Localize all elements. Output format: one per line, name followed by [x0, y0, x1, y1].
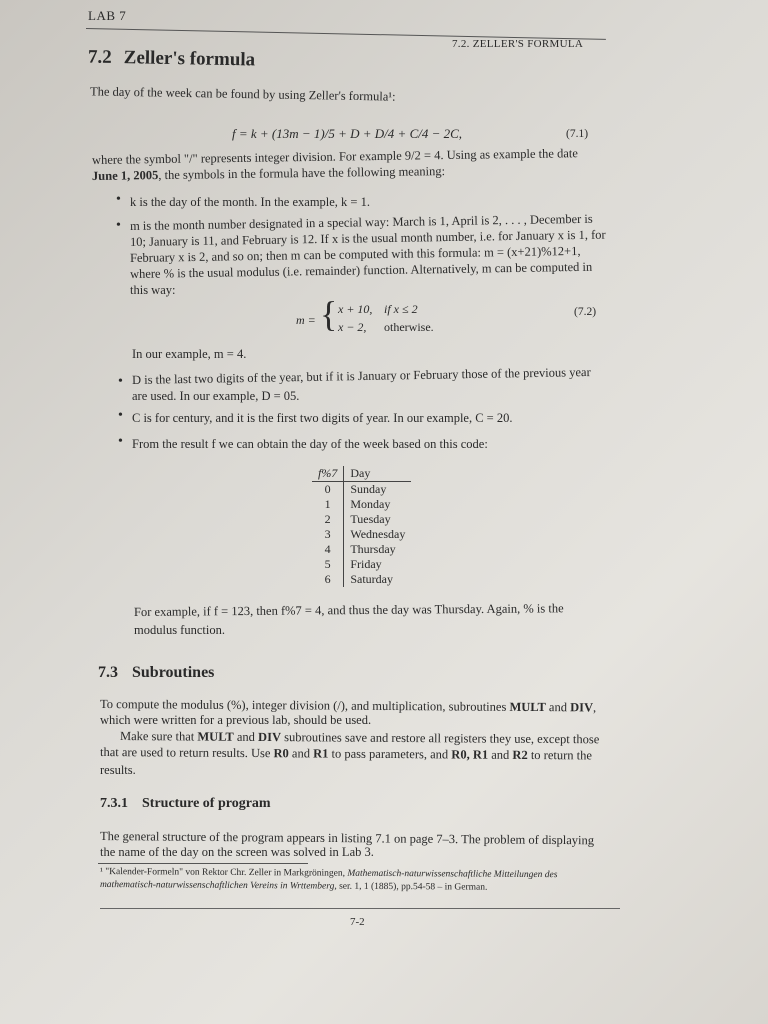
footnote-journal: mathematisch-naturwissenschaftlichen Vereins in Wrttemberg	[99, 880, 335, 892]
paragraph-text: and	[233, 729, 259, 744]
div-keyword: DIV	[258, 729, 282, 745]
page-number: 7-2	[350, 916, 365, 928]
table-cell: 1	[312, 497, 344, 512]
table-row	[312, 572, 411, 587]
intro-text: The day of the week can be found by using Zeller's formula¹:	[89, 84, 396, 104]
bullet-icon: •	[118, 374, 123, 389]
footnote-rule	[98, 863, 308, 864]
table-cell: Monday	[350, 497, 391, 511]
table-cell: Friday	[350, 557, 382, 571]
section-number: 7.2	[87, 46, 112, 68]
section-number: 7.3.1	[100, 796, 128, 811]
paragraph-text: Make sure that	[119, 729, 198, 744]
example-date: June 1, 2005	[91, 168, 159, 183]
bullet-k: k is the day of the month. In the example, k = 1.	[130, 195, 370, 209]
section-heading-7-3-1	[100, 796, 271, 812]
case2-expr: x − 2,	[338, 320, 367, 334]
table-row	[312, 497, 411, 512]
paragraph-text: subroutines save and restore all registers they use, except those	[280, 730, 600, 747]
bullet-m-line: February x is 2, and so on; then m can be computed with this formula: m = (x+21)%12+1,	[129, 243, 581, 265]
m-example: In our example, m = 4.	[132, 347, 247, 361]
table-cell: Tuesday	[350, 512, 391, 526]
bullet-icon: •	[118, 408, 123, 423]
table-row	[312, 482, 411, 498]
subroutines-line	[100, 744, 592, 763]
table-header-row	[312, 466, 411, 482]
footnote	[100, 866, 558, 895]
subroutines-line: results.	[100, 763, 136, 777]
case2-cond: otherwise.	[384, 320, 434, 334]
table-cell: 2	[312, 512, 344, 527]
table-header-day: Day	[344, 466, 412, 482]
section-title: Subroutines	[132, 664, 215, 681]
equation-label-7-1: (7.1)	[566, 128, 589, 140]
table-cell: Thursday	[350, 542, 396, 556]
table-row	[312, 527, 411, 542]
mult-keyword: MULT	[509, 699, 546, 715]
case1-expr: x + 10,	[338, 302, 373, 316]
paragraph-text: and	[545, 700, 571, 715]
paragraph-text: that are used to return results. Use	[99, 745, 274, 761]
bullet-d-line: are used. In our example, D = 05.	[132, 389, 300, 403]
bullet-icon: •	[116, 218, 121, 233]
table-row	[312, 512, 411, 527]
brace-glyph: {	[320, 294, 338, 334]
footnote-text: ¹ "Kalender-Formeln" von Rektor Chr. Zeller in Markgröningen,	[100, 867, 348, 879]
footnote-journal: Mathematisch-naturwissenschaftliche Mitteilungen des	[347, 868, 558, 881]
table-row	[312, 542, 411, 557]
div-keyword: DIV	[570, 700, 594, 715]
paragraph-text: to pass parameters, and	[328, 746, 452, 762]
section-heading-7-3	[98, 664, 214, 682]
table-cell: 6	[312, 572, 344, 587]
equation-label-7-2: (7.2)	[574, 306, 597, 318]
register-r2: R2	[512, 747, 528, 762]
register-r1: R1	[313, 746, 329, 761]
footnote-text: , ser. 1, 1 (1885), pp.54-58 – in German.	[334, 881, 488, 893]
table-row	[312, 557, 411, 572]
paragraph-text: and	[488, 747, 513, 762]
zeller-formula: f = k + (13m − 1)/5 + D + D/4 + C/4 − 2C,	[232, 126, 463, 141]
structure-line: the name of the day on the screen was solved in Lab 3.	[100, 845, 374, 859]
table-header-mod: f%7	[312, 466, 344, 482]
mult-keyword: MULT	[197, 729, 234, 744]
example-line: modulus function.	[134, 623, 225, 637]
register-r0: R0	[273, 746, 289, 761]
table-cell: Saturday	[350, 572, 393, 586]
bullet-f: From the result f we can obtain the day of the week based on this code:	[132, 437, 488, 451]
bullet-m-line: where % is the usual modulus (i.e. remainder) function. Alternatively, m can be computed in	[129, 259, 593, 281]
paragraph-text: to return the	[527, 747, 592, 763]
bullet-icon: •	[118, 434, 123, 449]
table-cell: 4	[312, 542, 344, 557]
section-number: 7.3	[98, 664, 118, 681]
paragraph-text: To compute the modulus (%), integer division (/), and multiplication, subroutines	[99, 697, 510, 714]
bullet-c: C is for century, and it is the first two digits of year. In our example, C = 20.	[132, 411, 513, 425]
table-cell: 3	[312, 527, 344, 542]
bullet-icon: •	[116, 192, 121, 207]
case1-cond: if x ≤ 2	[384, 302, 418, 316]
subroutines-line: which were written for a previous lab, should be used.	[100, 713, 372, 727]
table-cell: Wednesday	[350, 527, 406, 541]
bullet-m-line: 10; January is 11, and February is 12. If x is the usual month number, i.e. for January x is 1, for	[129, 227, 606, 249]
table-cell: 0	[312, 482, 344, 498]
running-header-left: LAB 7	[88, 8, 127, 23]
paragraph-text: and	[288, 746, 314, 761]
paragraph-line: where the symbol "/" represents integer division. For example 9/2 = 4. Using as example the date	[91, 146, 578, 167]
section-title: Structure of program	[142, 796, 271, 811]
bullet-m-line: this way:	[130, 283, 176, 297]
table-cell: Sunday	[350, 482, 387, 496]
section-heading-7-2	[88, 47, 255, 72]
bullet-m-line: m is the month number designated in a special way: March is 1, April is 2, . . . , December is	[129, 211, 593, 233]
register-r0-r1: R0, R1	[451, 747, 489, 762]
paragraph-text: , the symbols in the formula have the following meaning:	[158, 164, 446, 183]
section-title: Zeller's formula	[123, 47, 256, 71]
page-rule	[100, 908, 620, 909]
table-cell: 5	[312, 557, 344, 572]
bullet-d-line: D is the last two digits of the year, but if it is January or February those of the previous year	[131, 364, 591, 387]
structure-line: The general structure of the program appears in listing 7.1 on page 7–3. The problem of displaying	[99, 829, 595, 848]
m-equals: m =	[296, 313, 316, 327]
example-line: For example, if f = 123, then f%7 = 4, and thus the day was Thursday. Again, % is the	[133, 601, 564, 619]
running-header-right: 7.2. ZELLER'S FORMULA	[452, 38, 584, 50]
day-code-table	[312, 466, 411, 587]
paragraph-text: ,	[593, 700, 597, 715]
